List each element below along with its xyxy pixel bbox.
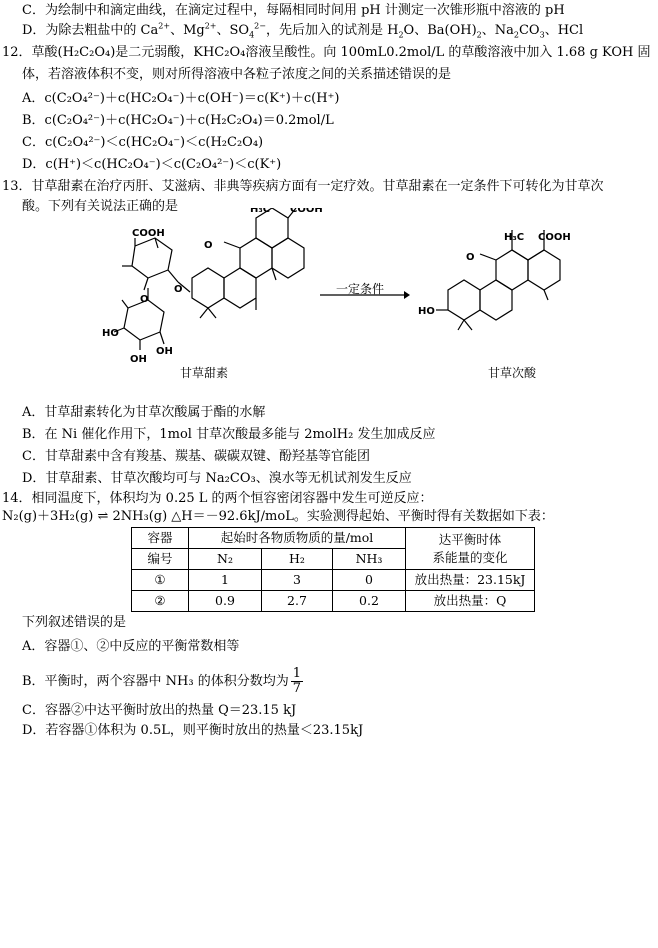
q12-stem-line2: 体，若溶液体积不变，则对所得溶液中各粒子浓度之间的关系描述错误的是	[22, 67, 452, 82]
q14-stem-line1: 14．相同温度下，体积均为 0.25 L 的两个恒容密闭容器中发生可逆反应：	[2, 491, 433, 506]
table-header-h2: H₂	[262, 549, 333, 570]
q14-option-c: C．容器②中达平衡时放出的热量 Q＝23.15 kJ	[22, 703, 297, 718]
reaction-arrow-icon	[320, 290, 410, 300]
q12-stem-line1: 12．草酸(H₂C₂O₄)是二元弱酸，KHC₂O₄溶液呈酸性。向 100mL0.2mol/L 的草酸溶液中加入 1.68 g KOH 固	[2, 45, 651, 60]
q13-stem-line1: 13．甘草甜素在治疗丙肝、艾滋病、非典等疾病方面有一定疗效。甘草甜素在一定条件下可转化为甘草次	[2, 179, 604, 194]
q12-option-d: D．c(H⁺)＜c(HC₂O₄⁻)＜c(C₂O₄²⁻)＜c(K⁺)	[22, 157, 282, 172]
q13-option-c: C．甘草甜素中含有羧基、羰基、碳碳双键、酚羟基等官能团	[22, 449, 370, 464]
glycyrrhetinic-acid-structure	[418, 230, 588, 354]
glycyrrhetinic-keto-o-label: O	[466, 252, 475, 263]
glycyrrhetinic-acid-label: 甘草次酸	[488, 366, 537, 380]
table-row: ① 1 3 0 放出热量：23.15kJ	[132, 570, 535, 591]
table-header-equilibrium: 达平衡时体 系能量的变化	[406, 528, 535, 570]
table-header-number: 编号	[132, 549, 189, 570]
q14-question: 下列叙述错误的是	[22, 615, 127, 630]
q12-option-c: C．c(C₂O₄²⁻)＜c(HC₂O₄⁻)＜c(H₂C₂O₄)	[22, 135, 264, 150]
q11-option-c: C．为绘制中和滴定曲线，在滴定过程中，每隔相同时间用 pH 计测定一次锥形瓶中溶液的 pH	[22, 3, 565, 18]
q13-option-a: A．甘草甜素转化为甘草次酸属于酯的水解	[22, 405, 266, 420]
q12-option-b: B．c(C₂O₄²⁻)＋c(HC₂O₄⁻)＋c(H₂C₂O₄)＝0.2mol/L	[22, 113, 334, 128]
glycyrrhetinic-cooh-label: COOH	[538, 232, 571, 243]
q12-option-a: A．c(C₂O₄²⁻)＋c(HC₂O₄⁻)＋c(OH⁻)＝c(K⁺)＋c(H⁺)	[22, 91, 340, 106]
glycyrrhizin-h3c-label: H₃C	[250, 208, 271, 215]
q14-option-a: A．容器①、②中反应的平衡常数相等	[22, 639, 240, 654]
q14-stem-line2: N₂(g)＋3H₂(g) ⇌ 2NH₃(g) △H＝－92.6kJ/moL。实验测得起始、平衡时得有关数据如下表：	[2, 509, 554, 524]
table-header-start: 起始时各物质物质的量/mol	[189, 528, 406, 549]
table-header-n2: N₂	[189, 549, 262, 570]
glycyrrhizin-ring-o-label: O	[140, 294, 149, 305]
table-header-container: 容器	[132, 528, 189, 549]
glycyrrhizin-cooh2-label: COOH	[290, 208, 323, 215]
glycyrrhizin-label: 甘草甜素	[180, 366, 229, 380]
q11-option-d: D．为除去粗盐中的 $Ca^{2+}$、$Mg^{2+}$、$SO_4^{2-}$，先后加入的试剂是 $H_2O$、$Ba(OH)_2$、$Na_2CO_3$、HCl	[22, 21, 584, 40]
table-header-nh3: NH₃	[333, 549, 406, 570]
glycyrrhetinic-h3c-label: H₃C	[504, 232, 525, 243]
glycyrrhizin-ether-o-label: O	[174, 284, 183, 295]
glycyrrhizin-oh-label: OH	[130, 354, 147, 365]
glycyrrhetinic-ho-label: HO	[418, 306, 435, 317]
q13-option-b: B．在 Ni 催化作用下，1mol 甘草次酸最多能与 2molH₂ 发生加成反应	[22, 427, 436, 442]
q14-option-b: B．平衡时，两个容器中 NH₃ 的体积分数均为 $\frac{1}{7}$	[22, 666, 302, 696]
q13-option-d: D．甘草甜素、甘草次酸均可与 Na₂CO₃、溴水等无机试剂发生反应	[22, 471, 412, 486]
q13-stem-line2: 酸。下列有关说法正确的是	[22, 199, 179, 214]
glycyrrhizin-keto-o-label: O	[204, 240, 213, 251]
fraction-one-seventh: $\frac{1}{7}$	[292, 666, 302, 696]
reaction-condition: 一定条件	[336, 282, 385, 296]
table-row: ② 0.9 2.7 0.2 放出热量：Q	[132, 591, 535, 612]
glycyrrhizin-cooh-label: COOH	[132, 228, 165, 239]
glycyrrhizin-ho-label: HO	[102, 328, 119, 339]
glycyrrhizin-structure	[100, 208, 330, 382]
equilibrium-data-table	[131, 527, 535, 612]
glycyrrhizin-oh2-label: OH	[156, 346, 173, 357]
q14-option-d: D．若容器①体积为 0.5L，则平衡时放出的热量＜23.15kJ	[22, 723, 364, 738]
